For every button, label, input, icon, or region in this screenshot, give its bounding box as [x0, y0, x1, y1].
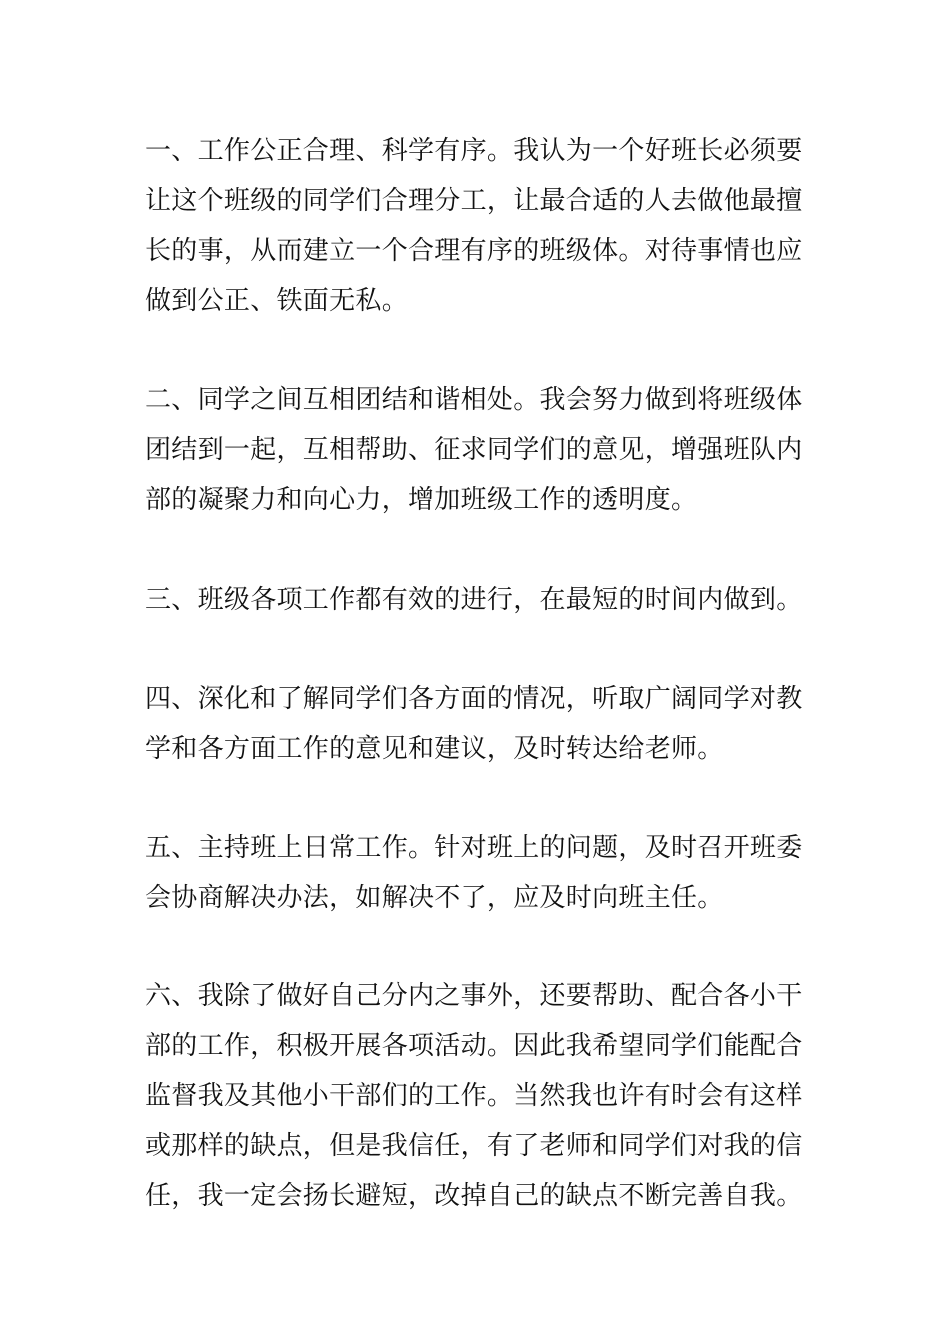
paragraph-3: 三、班级各项工作都有效的进行，在最短的时间内做到。: [145, 585, 803, 615]
paragraph-4: 四、深化和了解同学们各方面的情况，听取广阔同学对教学和各方面工作的意见和建议，及时转达给老师。: [145, 684, 803, 764]
paragraph-5: 五、主持班上日常工作。针对班上的问题，及时召开班委会协商解决办法，如解决不了，应及时向班主任。: [145, 833, 803, 913]
paragraph-2: 二、同学之间互相团结和谐相处。我会努力做到将班级体团结到一起，互相帮助、征求同学们的意见，增强班队内部的凝聚力和向心力，增加班级工作的透明度。: [145, 385, 803, 515]
paragraph-1: 一、工作公正合理、科学有序。我认为一个好班长必须要让这个班级的同学们合理分工，让最合适的人去做他最擅长的事，从而建立一个合理有序的班级体。对待事情也应做到公正、铁面无私。: [145, 136, 803, 316]
paragraph-6: 六、我除了做好自己分内之事外，还要帮助、配合各小干部的工作，积极开展各项活动。因此我希望同学们能配合监督我及其他小干部们的工作。当然我也许有时会有这样或那样的缺点，但是我信任，有了老师和同学们对我的信任，我一定会扬长避短，改掉自己的缺点不断完善自我。: [145, 981, 803, 1211]
